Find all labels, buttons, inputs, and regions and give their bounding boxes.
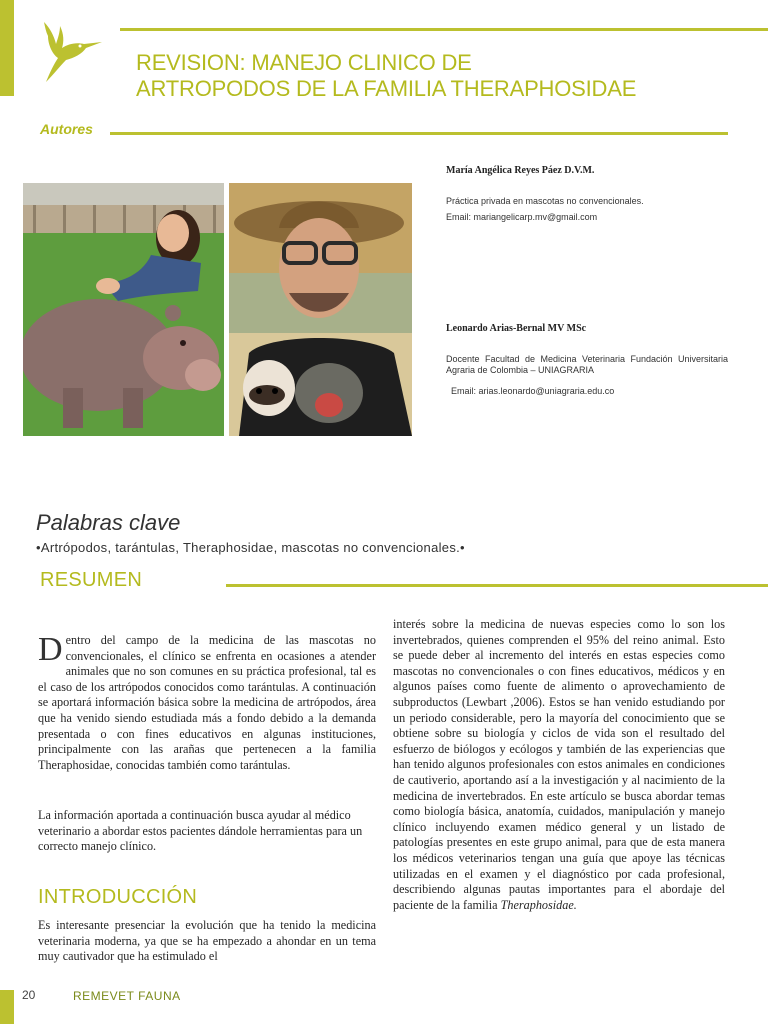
authors-label: Autores (40, 121, 93, 137)
author-photo-1 (23, 183, 224, 436)
author-2-name: Leonardo Arias-Bernal MV MSc (446, 323, 587, 334)
author-photo-2 (229, 183, 412, 436)
title-line-1: REVISION: MANEJO CLINICO DE (136, 50, 472, 75)
title-rule (120, 28, 768, 31)
resumen-paragraph-1 (38, 633, 376, 773)
author-1-email: Email: mariangelicarp.mv@gmail.com (446, 212, 598, 222)
author-2-affiliation: Docente Facultad de Medicina Veterinaria Fundación Universitaria Agraria de Colombia – UNIAGRARIA (446, 354, 728, 375)
right-column-text (393, 617, 725, 913)
keywords-text: •Artrópodos, tarántulas, Theraphosidae, mascotas no convencionales.• (36, 540, 465, 555)
title-line-2: ARTROPODOS DE LA FAMILIA THERAPHOSIDAE (136, 76, 637, 101)
hummingbird-logo-icon (40, 14, 104, 84)
resumen-title: RESUMEN (40, 569, 143, 591)
right-column-italic: Theraphosidae. (500, 897, 577, 912)
author-1-affiliation: Práctica privada en mascotas no convencionales. (446, 196, 644, 206)
accent-bar-top (0, 0, 14, 96)
right-column-body: interés sobre la medicina de nuevas especies como lo son los invertebrados, quienes comprenden el 95% del reino animal. Esto se puede deber al incremento del interés en estas especies como mascotas no convencionales o con fines educativos, médicos y en algunos países como fuente de alimento o aprovechamiento de subproductos (Lewbart ,2006). Estos se han venido estudiando por un periodo considerable, pero la mayoría del conocimiento que se obtiene sobre su biología y ciclos de vida son el resultado del esfuerzo de biólogos y ecólogos y también de las experiencias que han tenido algunos profesionales con estos animales en condiciones de cautiverio, aportando así a la investigación y al nacimiento de la medicina de invertebrados. En este artículo se busca abordar temas como biología básica, anatomía, cuidados, manipulación y manejo clínico incluyendo examen médico general y un listado de patologías presentes en este grupo animal, para que de esta manera los médicos veterinarios tengan una guía que apoye las técnicas utilizadas en el examen y el diagnóstico por cada profesional, describiendo algunas pautas importantes para el abordaje del paciente de la familia (393, 617, 725, 912)
keywords-title: Palabras clave (36, 510, 181, 535)
page-number: 20 (22, 988, 36, 1002)
resumen-p1-text: entro del campo de la medicina de las mascotas no convencionales, el clínico se enfrenta en ocasiones a atender animales que no son comunes en su práctica profesional, tal es el caso de los artrópodos conocidos como tarántulas. A continuación se aportará información básica sobre la medicina de artrópodos, área que ha venido siendo estudiada más a fondo debido a la demanda presentada o con fines educativos en algunas instituciones, principalmente con las arañas que pertenecen a la familia Theraphosidae, conocidas también como tarántulas. (38, 633, 376, 772)
introduccion-paragraph-1: Es interesante presenciar la evolución que ha tenido la medicina veterinaria moderna, ya que se ha empezado a ahondar en un tema muy cautivador que ha estimulado el (38, 918, 376, 964)
authors-rule (110, 132, 728, 135)
introduccion-title: INTRODUCCIÓN (38, 886, 198, 908)
author-1-name: María Angélica Reyes Páez D.V.M. (446, 165, 595, 176)
resumen-rule (226, 584, 768, 587)
accent-bar-bottom (0, 990, 14, 1024)
dropcap: D (38, 631, 63, 668)
journal-name: REMEVET FAUNA (73, 989, 181, 1003)
author-2-email: Email: arias.leonardo@uniagraria.edu.co (451, 386, 615, 396)
article-title (136, 50, 736, 102)
resumen-paragraph-2: La información aportada a continuación busca ayudar al médico veterinario a abordar estos pacientes dándole herramientas para un correcto manejo clínico. (38, 808, 363, 854)
